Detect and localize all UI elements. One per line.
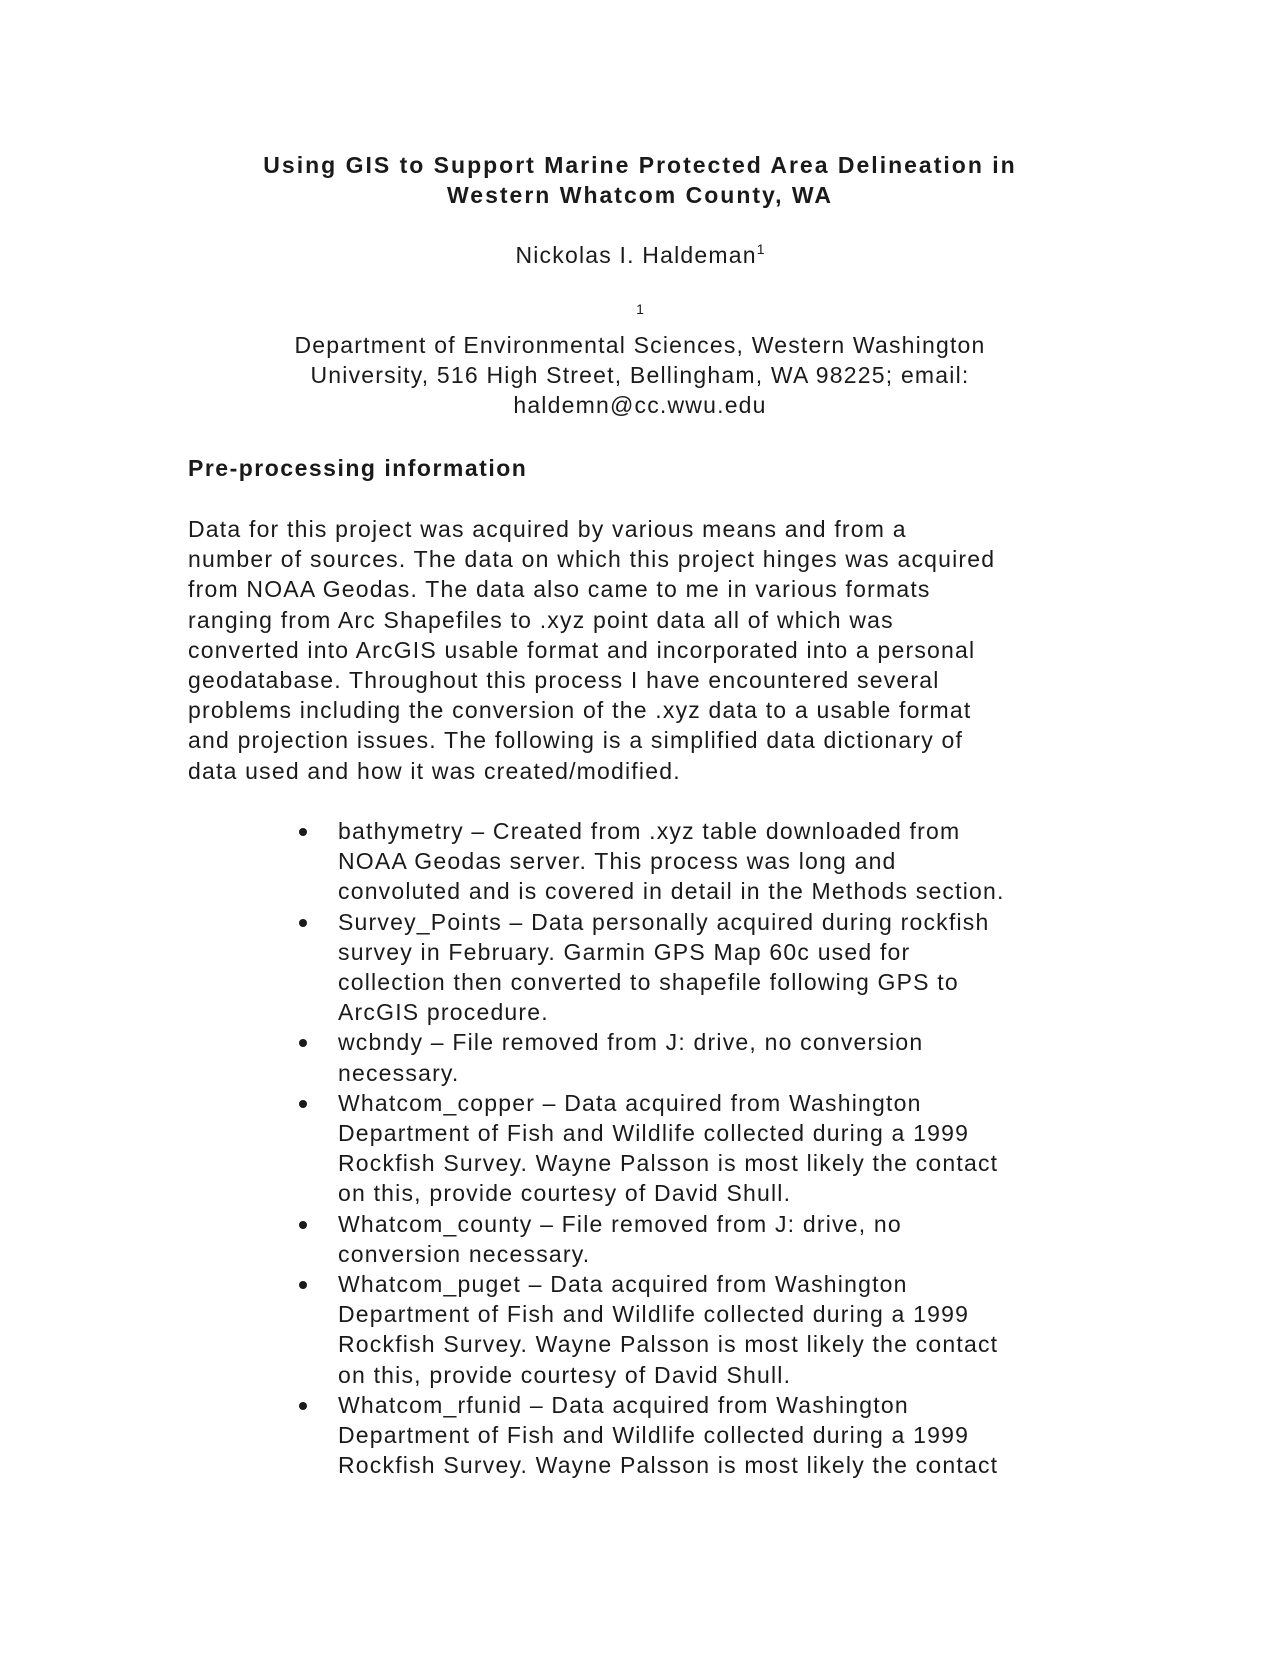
list-item-line: conversion necessary. [338,1240,591,1267]
list-item-line: Whatcom_puget – Data acquired from Washington [338,1271,908,1298]
list-item-line: wcbndy – File removed from J: drive, no conversion [338,1029,924,1056]
author-name: Nickolas I. Haldeman [515,242,757,268]
affiliation-superscript: 1 [636,301,644,317]
list-item [296,907,1096,1028]
list-item [296,816,1096,907]
paragraph-line: Data for this project was acquired by various means and from a [188,516,907,542]
list-item-line: Survey_Points – Data personally acquired during rockfish [338,908,990,935]
paragraph-line: data used and how it was created/modified. [188,757,681,784]
affiliation [160,300,1120,420]
list-item-line: Whatcom_copper – Data acquired from Washington [338,1089,922,1116]
author-superscript: 1 [756,241,765,257]
list-item-line: Department of Fish and Wildlife collected during a 1999 [338,1301,970,1328]
list-item [296,1209,1096,1269]
affiliation-email: haldemn@cc.wwu.edu [513,392,767,418]
list-item-line: Department of Fish and Wildlife collected during a 1999 [338,1422,970,1449]
paper-title [160,150,1120,210]
bullet-icon [299,828,307,836]
list-item-line: collection then converted to shapefile following GPS to [338,969,959,996]
author-line [160,240,1120,270]
paragraph-line: and projection issues. The following is a simplified data dictionary of [188,727,964,754]
affiliation-line [160,300,1120,360]
list-item-line: Rockfish Survey. Wayne Palsson is most likely the contact [338,1150,999,1177]
list-item [296,1027,1096,1087]
list-item-line: Rockfish Survey. Wayne Palsson is most likely the contact [338,1331,999,1358]
list-item-line: survey in February. Garmin GPS Map 60c used for [338,938,911,965]
paragraph-line: geodatabase. Throughout this process I have encountered several [188,667,940,694]
list-item [296,1269,1096,1390]
list-item [296,1390,1096,1481]
list-item-line: necessary. [338,1059,460,1086]
list-item-line: on this, provide courtesy of David Shull. [338,1361,792,1388]
body-paragraph [188,514,1148,786]
paragraph-line: number of sources. The data on which this project hinges was acquired [188,546,996,573]
list-item-line: Whatcom_county – File removed from J: drive, no [338,1210,902,1237]
affiliation-text: Department of Environmental Sciences, Western Washington [294,332,986,358]
list-item-line: NOAA Geodas server. This process was long and [338,848,897,875]
list-item-line: ArcGIS procedure. [338,999,549,1026]
data-dictionary-list [296,816,1096,1480]
list-item-line: convoluted and is covered in detail in the Methods section. [338,878,1005,905]
paragraph-line: from NOAA Geodas. The data also came to me in various formats [188,576,931,603]
list-item-line: Rockfish Survey. Wayne Palsson is most likely the contact [338,1452,999,1479]
section-heading: Pre-processing information [188,455,528,481]
bullet-icon [299,1039,307,1047]
list-item [296,1088,1096,1209]
bullet-icon [299,1221,307,1229]
title-line: Using GIS to Support Marine Protected Area Delineation in [263,152,1017,178]
list-item-line: Department of Fish and Wildlife collected during a 1999 [338,1120,970,1147]
bullet-icon [299,919,307,927]
list-item-line: Whatcom_rfunid – Data acquired from Washington [338,1391,909,1418]
title-line: Western Whatcom County, WA [447,182,833,208]
list-item-line: on this, provide courtesy of David Shull. [338,1180,792,1207]
bullet-icon [299,1281,307,1289]
list-item-line: bathymetry – Created from .xyz table downloaded from [338,818,961,844]
paragraph-line: converted into ArcGIS usable format and incorporated into a personal [188,636,976,663]
bullet-icon [299,1402,307,1410]
paragraph-line: ranging from Arc Shapefiles to .xyz point data all of which was [188,606,894,633]
paragraph-line: problems including the conversion of the .xyz data to a usable format [188,697,972,724]
bullet-icon [299,1100,307,1108]
affiliation-line: University, 516 High Street, Bellingham, WA 98225; email: [310,362,970,388]
